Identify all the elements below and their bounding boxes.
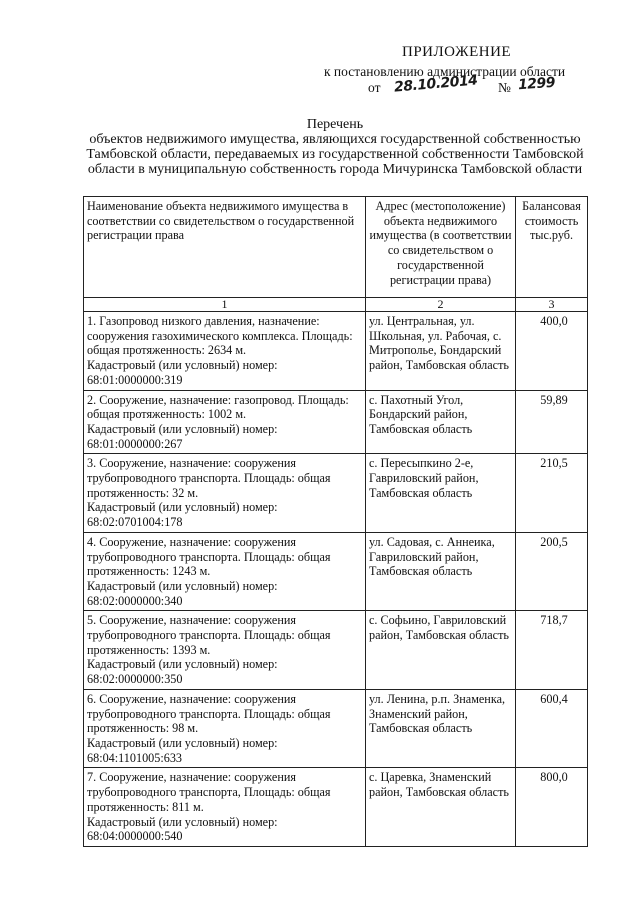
object-address-cell: ул. Ленина, р.п. Знаменка, Знаменский район, Тамбовская область xyxy=(366,689,516,768)
object-name-cell xyxy=(84,454,366,533)
heading-description: объектов недвижимого имущества, являющихся государственной собственностью Тамбовской области, передаваемых из государственной собственности Тамбовской области в муниципальную собственность города Мичуринска Тамбовской области xyxy=(86,132,584,177)
object-name-line: 1. Газопровод низкого давления, назначение: xyxy=(87,314,320,328)
object-name-line: Кадастровый (или условный) номер: xyxy=(87,500,278,515)
table-row xyxy=(84,312,588,391)
table-row xyxy=(84,611,588,690)
object-name-line: 2. Сооружение, назначение: газопровод. Площадь: общая протяженность: 1002 м. xyxy=(87,392,349,422)
object-name-line: Кадастровый (или условный) номер: xyxy=(87,358,278,373)
object-address-cell: с. Софьино, Гавриловский район, Тамбовская область xyxy=(366,611,516,690)
table-header-row xyxy=(84,197,588,298)
column-number-row xyxy=(84,298,588,312)
object-name-line: Кадастровый (или условный) номер: xyxy=(87,735,278,750)
column-number: 3 xyxy=(516,298,588,312)
table-row xyxy=(84,768,588,847)
object-name-line: 6. Сооружение, назначение: сооружения трубопроводного транспорта. Площадь: общая протяженность: 98 м. xyxy=(87,691,331,736)
table-body xyxy=(84,312,588,847)
object-address-cell: с. Пересыпкино 2-е, Гавриловский район, Тамбовская область xyxy=(366,454,516,533)
table-row xyxy=(84,454,588,533)
object-name-cell xyxy=(84,611,366,690)
balance-value-cell: 800,0 xyxy=(516,768,588,847)
object-name-line: сооружения газохимического комплекса. Площадь: общая протяженность: 2634 м. xyxy=(87,328,353,358)
column-number: 2 xyxy=(366,298,516,312)
object-name-line: 7. Сооружение, назначение: сооружения трубопроводного транспорта, Площадь: общая протяженность: 811 м. xyxy=(87,770,331,814)
object-name-line: 68:01:0000000:319 xyxy=(87,372,183,387)
object-address-cell: с. Пахотный Угол, Бондарский район, Тамбовская область xyxy=(366,390,516,454)
balance-value-cell: 600,4 xyxy=(516,689,588,768)
balance-value-cell: 718,7 xyxy=(516,611,588,690)
balance-value-cell: 59,89 xyxy=(516,390,588,454)
object-name-line: 68:01:0000000:267 xyxy=(87,436,183,451)
heading-title: Перечень xyxy=(306,117,364,132)
balance-value-cell: 200,5 xyxy=(516,532,588,611)
object-name-cell xyxy=(84,390,366,454)
object-name-line: Кадастровый (или условный) номер: xyxy=(87,578,278,593)
object-name-line: 3. Сооружение, назначение: сооружения трубопроводного транспорта. Площадь: общая протяженность: 32 м. xyxy=(87,456,331,500)
object-name-line: 4. Сооружение, назначение: сооружения трубопроводного транспорта. Площадь: общая протяженность: 1243 м. xyxy=(87,534,331,579)
object-name-line: 68:04:1101005:633 xyxy=(87,750,183,765)
object-name-line: 68:02:0000000:340 xyxy=(87,593,183,608)
column-header-name: Наименование объекта недвижимого имущества в соответствии со свидетельством о государственной регистрации права xyxy=(84,197,366,298)
appendix-date-number-line xyxy=(368,72,608,102)
object-name-line: 5. Сооружение, назначение: сооружения трубопроводного транспорта. Площадь: общая протяженность: 1393 м. xyxy=(87,613,331,657)
object-address-cell: ул. Садовая, с. Аннеика, Гавриловский район, Тамбовская область xyxy=(366,532,516,611)
object-name-cell xyxy=(84,689,366,768)
object-name-cell xyxy=(84,312,366,391)
object-name-line: Кадастровый (или условный) номер: xyxy=(87,421,278,436)
property-table xyxy=(83,196,588,847)
balance-value-cell: 210,5 xyxy=(516,454,588,533)
object-name-line: 68:02:0000000:350 xyxy=(87,672,183,687)
handwritten-number: 1299 xyxy=(517,74,556,94)
document-heading xyxy=(70,117,600,177)
appendix-title: ПРИЛОЖЕНИЕ xyxy=(402,44,512,60)
object-name-line: 68:02:0701004:178 xyxy=(87,515,183,530)
object-name-cell xyxy=(84,532,366,611)
object-name-line: 68:04:0000000:540 xyxy=(87,829,183,844)
number-sign: № xyxy=(498,80,511,95)
column-header-value: Балансовая стоимость тыс.руб. xyxy=(516,197,588,298)
date-prefix: от xyxy=(368,80,381,95)
appendix-resolution-line: к постановлению администрации области xyxy=(324,64,566,79)
column-header-address: Адрес (местоположение) объекта недвижимого имущества (в соответствии со свидетельством о государственной регистрации права) xyxy=(366,197,516,298)
object-address-cell: с. Царевка, Знаменский район, Тамбовская область xyxy=(366,768,516,847)
object-name-cell xyxy=(84,768,366,847)
handwritten-date: 28.10.2014 xyxy=(393,72,479,96)
object-name-line: Кадастровый (или условный) номер: xyxy=(87,657,278,672)
object-address-cell: ул. Центральная, ул. Школьная, ул. Рабочая, с. Митрополье, Бондарский район, Тамбовская область xyxy=(366,312,516,391)
balance-value-cell: 400,0 xyxy=(516,312,588,391)
table-row xyxy=(84,390,588,454)
column-number: 1 xyxy=(84,298,366,312)
object-name-line: Кадастровый (или условный) номер: xyxy=(87,814,278,829)
table-row xyxy=(84,532,588,611)
table-row xyxy=(84,689,588,768)
